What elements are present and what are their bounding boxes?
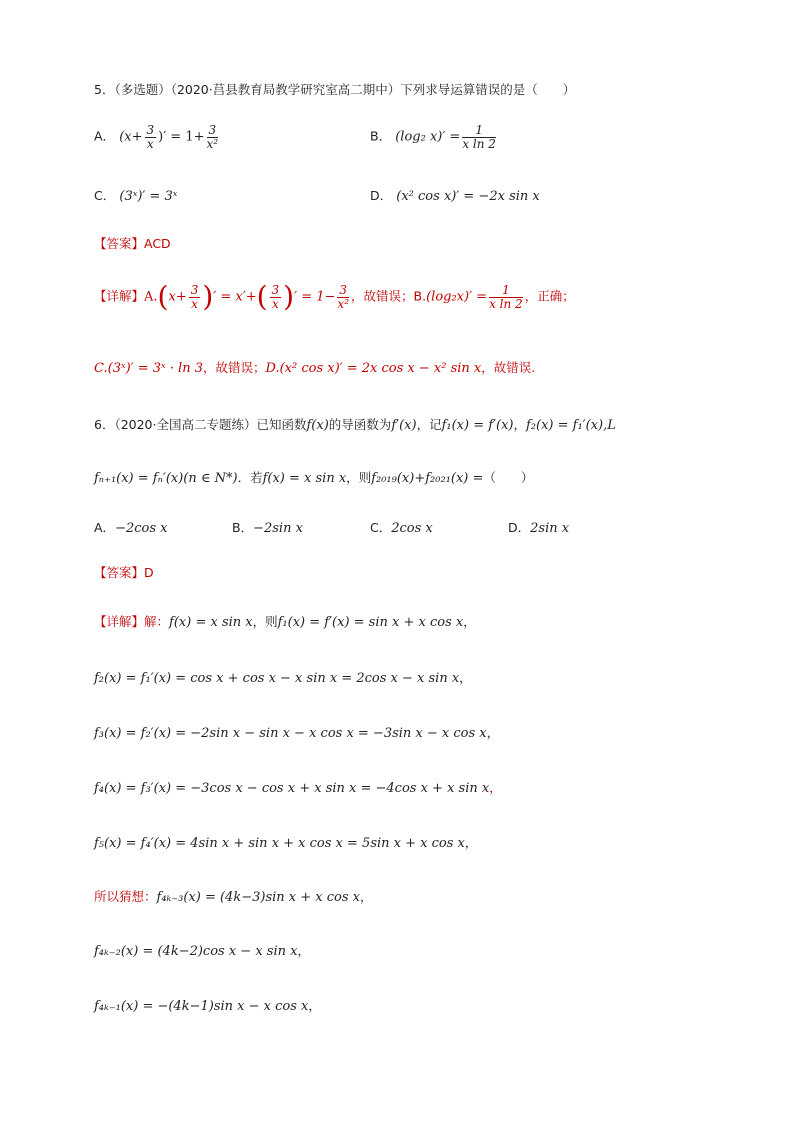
q6-sep: ，	[489, 780, 502, 795]
q6-sep: ，	[459, 670, 472, 685]
q6-option-c[interactable]	[370, 518, 433, 536]
q6-header-c: ，记	[416, 417, 442, 432]
q6-header-f: f(x)	[306, 418, 329, 433]
q6-detail-line5	[94, 833, 477, 851]
q5-detail-line1	[94, 280, 575, 313]
q6-option-c-label: C．	[370, 520, 392, 535]
q6-sep: ，	[464, 835, 478, 850]
paren-open: (	[157, 280, 169, 313]
q6-line2-b: ．若	[237, 470, 263, 485]
q6-sep: ，	[486, 725, 500, 740]
q5-option-a-frac1: $\frac{3}{x}$	[146, 123, 155, 151]
q5-option-b-label: B．	[370, 128, 392, 144]
q6-line2-f: f(x) = x sin x	[262, 471, 347, 486]
q5-option-d-label: D．	[370, 188, 393, 203]
q5-detail-frac4: $\frac{1}{\text{x ln 2}}$	[489, 282, 523, 311]
q6-guess-line2	[94, 941, 310, 959]
q6-option-d-label: D．	[508, 520, 531, 535]
q6-option-d-expr: 2sin x	[530, 521, 570, 536]
q5-detail-line2	[94, 358, 535, 376]
q6-header-d: ，	[513, 417, 526, 432]
q5-detail-mid2: ′ = 1−	[294, 289, 336, 305]
q5-option-a-label: A．	[94, 128, 116, 144]
q5-option-b-frac: $\frac{1}{\text{x ln 2}}$	[462, 123, 496, 151]
q6-line2-a: fₙ₊₁(x) = fₙ′(x)(n ∈ N*)	[94, 471, 238, 486]
q6-detail-line4	[94, 778, 502, 796]
q6-line2-g: f₂₀₁₉(x)+f₂₀₂₁(x) =	[371, 471, 484, 486]
q6-line2-c: ，则	[346, 470, 372, 485]
q6-detail-l1c: f₁(x) = f′(x) = sin x + x cos x	[277, 615, 464, 630]
q5-detail-a: A.	[144, 289, 158, 305]
q6-header-fp: f′(x)	[391, 418, 417, 433]
q5-detail-text3: ，故错误；	[202, 360, 266, 375]
q6-answer: 【答案】D	[94, 565, 154, 580]
q5-detail-text4: ，故错误.	[481, 360, 536, 375]
q6-sep: ，	[308, 998, 321, 1013]
q5-header: 5．（多选题）（2020·莒县教育局教学研究室高二期中）下列求导运算错误的是（ ）	[94, 82, 576, 97]
q6-sep: ，	[359, 889, 373, 904]
q6-option-b-label: B．	[232, 520, 254, 535]
q6-detail-l3: f₃(x) = f₂′(x) = −2sin x − sin x − x cos x = −3sin x − x cos x	[94, 726, 487, 741]
q5-detail-text2: ，正确；	[524, 288, 575, 304]
q5-option-c-expr: (3ˣ)′ = 3ˣ	[119, 189, 178, 204]
q5-option-a[interactable]	[94, 124, 220, 150]
q6-detail-line2	[94, 668, 472, 686]
q6-detail-l1d: ，	[463, 614, 476, 629]
q6-header-a: 6．（2020·全国高二专题练）已知函数	[94, 417, 307, 432]
q5-detail-tag: 【详解】	[94, 288, 145, 304]
q5-option-a-mid: )′ = 1+	[158, 129, 205, 145]
q5-option-c-label: C．	[94, 188, 116, 203]
q6-guess-line1	[94, 887, 373, 905]
q6-sep: ，	[297, 943, 310, 958]
q5-answer: 【答案】ACD	[94, 236, 171, 251]
q6-option-c-expr: 2cos x	[391, 521, 433, 536]
q5-option-d-expr: (x² cos x)′ = −2x sin x	[396, 189, 540, 204]
q6-guess-line3	[94, 996, 321, 1014]
paren-open2: (	[256, 280, 268, 313]
q6-detail-line1	[94, 612, 476, 630]
q6-option-b[interactable]	[232, 518, 303, 536]
q5-option-a-frac2: $\frac{3}{\text{x²}}$	[206, 123, 219, 151]
q5-option-b-expr: (log₂ x)′ =	[395, 129, 461, 145]
q6-option-a-label: A．	[94, 520, 116, 535]
q5-option-d[interactable]	[370, 186, 540, 204]
q5-option-c[interactable]	[94, 186, 177, 204]
q5-option-b[interactable]	[370, 124, 498, 150]
q5-detail-expr1: x+	[168, 289, 187, 305]
q6-header	[94, 415, 616, 433]
q5-detail-text1: ，故错误；B.	[351, 288, 427, 304]
q6-detail-l1b: ，则	[252, 614, 278, 629]
q6-detail-tag: 【详解】	[94, 614, 145, 629]
q6-header-b: 的导函数为	[328, 417, 392, 432]
q6-detail-intro: 解：	[144, 614, 170, 629]
q5-detail-c: C.(3ˣ)′ = 3ˣ · ln 3	[94, 361, 203, 376]
q5-detail-mid: ′ = x′+	[213, 289, 257, 305]
q6-line2-d: （ ）	[483, 470, 534, 485]
q6-option-a-expr: −2cos x	[115, 521, 168, 536]
paren-close2: )	[283, 280, 295, 313]
q6-option-d[interactable]	[508, 518, 569, 536]
q6-option-a[interactable]	[94, 518, 167, 536]
q6-option-b-expr: −2sin x	[253, 521, 303, 536]
q5-detail-frac1: $\frac{3}{x}$	[190, 282, 199, 311]
q5-detail-d: D.(x² cos x)′ = 2x cos x − x² sin x	[265, 361, 482, 376]
q6-guess-g2: f₄ₖ₋₂(x) = (4k−2)cos x − x sin x	[94, 944, 298, 959]
q6-detail-l2: f₂(x) = f₁′(x) = cos x + cos x − x sin x = 2cos x − x sin x	[94, 671, 460, 686]
q5-option-a-lhs: (x+	[119, 129, 143, 145]
q6-line2	[94, 468, 533, 486]
q5-detail-frac3: $\frac{3}{\text{x²}}$	[337, 282, 349, 311]
paren-close: )	[202, 280, 214, 313]
q6-detail-l1a: f(x) = x sin x	[169, 615, 253, 630]
q5-detail-frac2: $\frac{3}{x}$	[271, 282, 280, 311]
q6-guess-g1: f₄ₖ₋₃(x) = (4k−3)sin x + x cos x	[156, 890, 360, 905]
q5-detail-b: (log₂x)′ =	[426, 289, 488, 305]
q6-header-f1: f₁(x) = f′(x)	[441, 418, 514, 433]
q6-detail-line3	[94, 723, 499, 741]
q6-guess-tag: 所以猜想：	[94, 889, 157, 904]
q6-detail-l4: f₄(x) = f₃′(x) = −3cos x − cos x + x sin x = −4cos x + x sin x	[94, 781, 490, 796]
q6-guess-g3: f₄ₖ₋₁(x) = −(4k−1)sin x − x cos x	[94, 999, 309, 1014]
q6-header-f2: f₂(x) = f₁′(x),L	[526, 418, 616, 433]
q6-detail-l5: f₅(x) = f₄′(x) = 4sin x + sin x + x cos x = 5sin x + x cos x	[94, 836, 465, 851]
